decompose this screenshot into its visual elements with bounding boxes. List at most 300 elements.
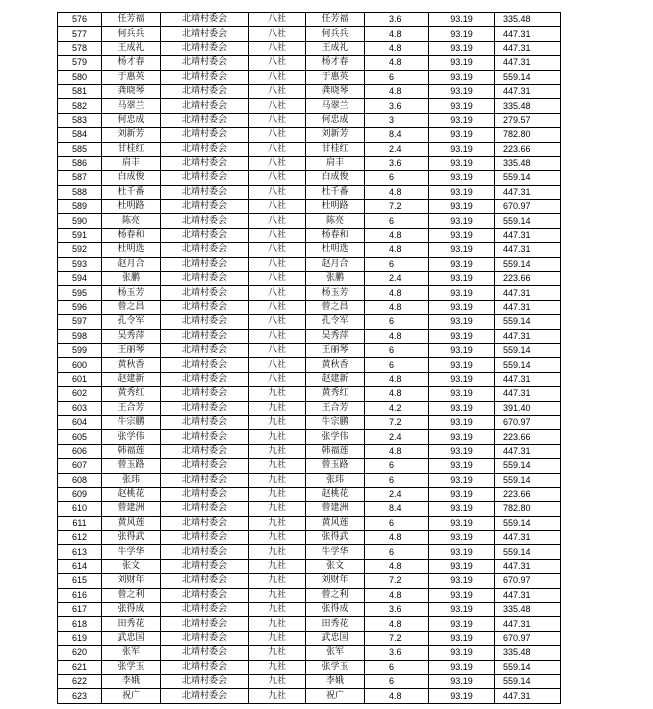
household-head-cell: 赵月合: [306, 257, 365, 271]
area-cell: 4.8: [365, 27, 429, 41]
area-cell: 6: [365, 516, 429, 530]
household-head-cell: 黄秀红: [306, 387, 365, 401]
name-cell: 任芳福: [102, 13, 161, 27]
area-cell: 3.6: [365, 13, 429, 27]
amount-cell: 559.14: [495, 674, 561, 688]
household-head-cell: 祝广: [306, 689, 365, 703]
name-cell: 牛宗鹏: [102, 415, 161, 429]
table-row: [58, 300, 561, 314]
group-cell: 九社: [249, 401, 306, 415]
row-number: 617: [58, 603, 102, 617]
household-head-cell: 任芳福: [306, 13, 365, 27]
table-row: [58, 200, 561, 214]
name-cell: 张得武: [102, 531, 161, 545]
rate-cell: 93.19: [429, 660, 495, 674]
amount-cell: 447.31: [495, 588, 561, 602]
rate-cell: 93.19: [429, 70, 495, 84]
rate-cell: 93.19: [429, 430, 495, 444]
group-cell: 八社: [249, 257, 306, 271]
amount-cell: 335.48: [495, 13, 561, 27]
amount-cell: 670.97: [495, 631, 561, 645]
table-row: [58, 142, 561, 156]
village-committee-cell: 北靖村委会: [161, 646, 249, 660]
table-row: [58, 401, 561, 415]
village-committee-cell: 北靖村委会: [161, 228, 249, 242]
area-cell: 4.8: [365, 84, 429, 98]
table-row: [58, 516, 561, 530]
household-head-cell: 曾之利: [306, 588, 365, 602]
row-number: 582: [58, 99, 102, 113]
name-cell: 杨玉芳: [102, 286, 161, 300]
area-cell: 7.2: [365, 631, 429, 645]
village-committee-cell: 北靖村委会: [161, 531, 249, 545]
name-cell: 王成礼: [102, 41, 161, 55]
name-cell: 张玮: [102, 473, 161, 487]
amount-cell: 223.66: [495, 430, 561, 444]
group-cell: 九社: [249, 588, 306, 602]
village-committee-cell: 北靖村委会: [161, 459, 249, 473]
name-cell: 马翠兰: [102, 99, 161, 113]
name-cell: 祝广: [102, 689, 161, 703]
group-cell: 九社: [249, 487, 306, 501]
area-cell: 6: [365, 343, 429, 357]
group-cell: 八社: [249, 243, 306, 257]
table-row: [58, 631, 561, 645]
name-cell: 杨春和: [102, 228, 161, 242]
village-committee-cell: 北靖村委会: [161, 343, 249, 357]
rate-cell: 93.19: [429, 674, 495, 688]
table-row: [58, 459, 561, 473]
table-row: [58, 13, 561, 27]
amount-cell: 335.48: [495, 156, 561, 170]
household-head-cell: 黄风莲: [306, 516, 365, 530]
group-cell: 九社: [249, 415, 306, 429]
name-cell: 赵建新: [102, 372, 161, 386]
group-cell: 八社: [249, 200, 306, 214]
area-cell: 2.4: [365, 142, 429, 156]
area-cell: 6: [365, 358, 429, 372]
row-number: 597: [58, 315, 102, 329]
name-cell: 赵桃花: [102, 487, 161, 501]
row-number: 611: [58, 516, 102, 530]
row-number: 592: [58, 243, 102, 257]
group-cell: 八社: [249, 329, 306, 343]
area-cell: 6: [365, 70, 429, 84]
amount-cell: 559.14: [495, 516, 561, 530]
area-cell: 3.6: [365, 646, 429, 660]
amount-cell: 223.66: [495, 142, 561, 156]
name-cell: 于惠英: [102, 70, 161, 84]
group-cell: 八社: [249, 214, 306, 228]
village-committee-cell: 北靖村委会: [161, 27, 249, 41]
row-number: 596: [58, 300, 102, 314]
area-cell: 3.6: [365, 99, 429, 113]
name-cell: 张军: [102, 646, 161, 660]
amount-cell: 335.48: [495, 99, 561, 113]
village-committee-cell: 北靖村委会: [161, 372, 249, 386]
group-cell: 八社: [249, 185, 306, 199]
rate-cell: 93.19: [429, 516, 495, 530]
amount-cell: 670.97: [495, 574, 561, 588]
rate-cell: 93.19: [429, 646, 495, 660]
row-number: 616: [58, 588, 102, 602]
name-cell: 张鹏: [102, 272, 161, 286]
row-number: 608: [58, 473, 102, 487]
area-cell: 4.8: [365, 387, 429, 401]
row-number: 594: [58, 272, 102, 286]
name-cell: 田秀花: [102, 617, 161, 631]
village-committee-cell: 北靖村委会: [161, 171, 249, 185]
area-cell: 4.8: [365, 689, 429, 703]
area-cell: 4.8: [365, 372, 429, 386]
rate-cell: 93.19: [429, 228, 495, 242]
village-committee-cell: 北靖村委会: [161, 315, 249, 329]
row-number: 578: [58, 41, 102, 55]
name-cell: 曾建洲: [102, 502, 161, 516]
row-number: 583: [58, 113, 102, 127]
row-number: 585: [58, 142, 102, 156]
table-row: [58, 272, 561, 286]
table-row: [58, 372, 561, 386]
row-number: 602: [58, 387, 102, 401]
row-number: 610: [58, 502, 102, 516]
household-head-cell: 杨春和: [306, 228, 365, 242]
group-cell: 八社: [249, 228, 306, 242]
area-cell: 4.8: [365, 243, 429, 257]
village-committee-cell: 北靖村委会: [161, 70, 249, 84]
village-committee-cell: 北靖村委会: [161, 502, 249, 516]
rate-cell: 93.19: [429, 588, 495, 602]
amount-cell: 447.31: [495, 531, 561, 545]
row-number: 603: [58, 401, 102, 415]
rate-cell: 93.19: [429, 300, 495, 314]
rate-cell: 93.19: [429, 113, 495, 127]
village-committee-cell: 北靖村委会: [161, 387, 249, 401]
area-cell: 6: [365, 214, 429, 228]
rate-cell: 93.19: [429, 214, 495, 228]
row-number: 604: [58, 415, 102, 429]
area-cell: 4.8: [365, 329, 429, 343]
row-number: 591: [58, 228, 102, 242]
household-head-cell: 牛学华: [306, 545, 365, 559]
name-cell: 李娥: [102, 674, 161, 688]
name-cell: 黄风莲: [102, 516, 161, 530]
rate-cell: 93.19: [429, 487, 495, 501]
village-committee-cell: 北靖村委会: [161, 574, 249, 588]
area-cell: 4.2: [365, 401, 429, 415]
rate-cell: 93.19: [429, 315, 495, 329]
amount-cell: 670.97: [495, 415, 561, 429]
rate-cell: 93.19: [429, 473, 495, 487]
name-cell: 甘桂红: [102, 142, 161, 156]
table-row: [58, 99, 561, 113]
name-cell: 何兵兵: [102, 27, 161, 41]
row-number: 606: [58, 444, 102, 458]
table-row: [58, 502, 561, 516]
amount-cell: 447.31: [495, 56, 561, 70]
table-row: [58, 171, 561, 185]
amount-cell: 447.31: [495, 444, 561, 458]
row-number: 588: [58, 185, 102, 199]
amount-cell: 559.14: [495, 315, 561, 329]
group-cell: 八社: [249, 300, 306, 314]
household-head-cell: 刘财年: [306, 574, 365, 588]
amount-cell: 670.97: [495, 200, 561, 214]
household-head-cell: 刘新芳: [306, 128, 365, 142]
row-number: 593: [58, 257, 102, 271]
amount-cell: 391.40: [495, 401, 561, 415]
household-head-cell: 曾之昌: [306, 300, 365, 314]
area-cell: 6: [365, 171, 429, 185]
amount-cell: 559.14: [495, 70, 561, 84]
rate-cell: 93.19: [429, 358, 495, 372]
rate-cell: 93.19: [429, 545, 495, 559]
row-number: 614: [58, 559, 102, 573]
amount-cell: 447.31: [495, 617, 561, 631]
household-head-cell: 韩福莲: [306, 444, 365, 458]
household-head-cell: 张学玉: [306, 660, 365, 674]
data-table: [57, 12, 561, 704]
amount-cell: 559.14: [495, 358, 561, 372]
table-row: [58, 473, 561, 487]
household-head-cell: 张文: [306, 559, 365, 573]
row-number: 621: [58, 660, 102, 674]
area-cell: 4.8: [365, 444, 429, 458]
name-cell: 王丽琴: [102, 343, 161, 357]
row-number: 622: [58, 674, 102, 688]
group-cell: 九社: [249, 689, 306, 703]
row-number: 620: [58, 646, 102, 660]
group-cell: 八社: [249, 358, 306, 372]
table-row: [58, 387, 561, 401]
group-cell: 八社: [249, 171, 306, 185]
group-cell: 八社: [249, 13, 306, 27]
table-row: [58, 156, 561, 170]
household-head-cell: 曾玉路: [306, 459, 365, 473]
table-row: [58, 545, 561, 559]
table-row: [58, 243, 561, 257]
rate-cell: 93.19: [429, 559, 495, 573]
amount-cell: 447.31: [495, 27, 561, 41]
village-committee-cell: 北靖村委会: [161, 545, 249, 559]
village-committee-cell: 北靖村委会: [161, 401, 249, 415]
household-head-cell: 张得成: [306, 603, 365, 617]
table-row: [58, 286, 561, 300]
table-row: [58, 430, 561, 444]
rate-cell: 93.19: [429, 603, 495, 617]
household-head-cell: 王丽琴: [306, 343, 365, 357]
village-committee-cell: 北靖村委会: [161, 473, 249, 487]
amount-cell: 559.14: [495, 343, 561, 357]
village-committee-cell: 北靖村委会: [161, 487, 249, 501]
rate-cell: 93.19: [429, 286, 495, 300]
table-row: [58, 113, 561, 127]
household-head-cell: 甘桂红: [306, 142, 365, 156]
name-cell: 龚晓琴: [102, 84, 161, 98]
table-row: [58, 358, 561, 372]
area-cell: 3.6: [365, 156, 429, 170]
row-number: 598: [58, 329, 102, 343]
group-cell: 八社: [249, 286, 306, 300]
amount-cell: 447.31: [495, 559, 561, 573]
rate-cell: 93.19: [429, 387, 495, 401]
village-committee-cell: 北靖村委会: [161, 430, 249, 444]
rate-cell: 93.19: [429, 502, 495, 516]
amount-cell: 447.31: [495, 286, 561, 300]
village-committee-cell: 北靖村委会: [161, 200, 249, 214]
row-number: 586: [58, 156, 102, 170]
table-row: [58, 588, 561, 602]
table-row: [58, 603, 561, 617]
row-number: 581: [58, 84, 102, 98]
name-cell: 张得成: [102, 603, 161, 617]
row-number: 584: [58, 128, 102, 142]
rate-cell: 93.19: [429, 56, 495, 70]
amount-cell: 335.48: [495, 646, 561, 660]
row-number: 612: [58, 531, 102, 545]
group-cell: 九社: [249, 631, 306, 645]
household-head-cell: 赵桃花: [306, 487, 365, 501]
amount-cell: 279.57: [495, 113, 561, 127]
household-head-cell: 张鹏: [306, 272, 365, 286]
household-head-cell: 杨玉芳: [306, 286, 365, 300]
area-cell: 6: [365, 257, 429, 271]
household-head-cell: 曾建洲: [306, 502, 365, 516]
group-cell: 八社: [249, 343, 306, 357]
group-cell: 九社: [249, 473, 306, 487]
village-committee-cell: 北靖村委会: [161, 559, 249, 573]
village-committee-cell: 北靖村委会: [161, 286, 249, 300]
area-cell: 7.2: [365, 200, 429, 214]
name-cell: 张文: [102, 559, 161, 573]
area-cell: 6: [365, 674, 429, 688]
amount-cell: 559.14: [495, 660, 561, 674]
area-cell: 4.8: [365, 588, 429, 602]
row-number: 615: [58, 574, 102, 588]
village-committee-cell: 北靖村委会: [161, 603, 249, 617]
group-cell: 九社: [249, 430, 306, 444]
row-number: 599: [58, 343, 102, 357]
village-committee-cell: 北靖村委会: [161, 214, 249, 228]
row-number: 577: [58, 27, 102, 41]
table-row: [58, 128, 561, 142]
village-committee-cell: 北靖村委会: [161, 243, 249, 257]
amount-cell: 559.14: [495, 214, 561, 228]
amount-cell: 447.31: [495, 41, 561, 55]
table-row: [58, 70, 561, 84]
table-row: [58, 315, 561, 329]
row-number: 580: [58, 70, 102, 84]
village-committee-cell: 北靖村委会: [161, 13, 249, 27]
rate-cell: 93.19: [429, 41, 495, 55]
rate-cell: 93.19: [429, 444, 495, 458]
area-cell: 4.8: [365, 185, 429, 199]
rate-cell: 93.19: [429, 531, 495, 545]
name-cell: 杨才春: [102, 56, 161, 70]
row-number: 600: [58, 358, 102, 372]
rate-cell: 93.19: [429, 631, 495, 645]
table-row: [58, 674, 561, 688]
name-cell: 白成俊: [102, 171, 161, 185]
name-cell: 肩丰: [102, 156, 161, 170]
row-number: 590: [58, 214, 102, 228]
name-cell: 曾玉路: [102, 459, 161, 473]
area-cell: 6: [365, 315, 429, 329]
group-cell: 九社: [249, 531, 306, 545]
name-cell: 何忠成: [102, 113, 161, 127]
village-committee-cell: 北靖村委会: [161, 358, 249, 372]
name-cell: 陈亮: [102, 214, 161, 228]
table-row: [58, 646, 561, 660]
area-cell: 3.6: [365, 603, 429, 617]
name-cell: 刘新芳: [102, 128, 161, 142]
table-row: [58, 444, 561, 458]
household-head-cell: 肩丰: [306, 156, 365, 170]
name-cell: 张学玉: [102, 660, 161, 674]
rate-cell: 93.19: [429, 171, 495, 185]
rate-cell: 93.19: [429, 99, 495, 113]
row-number: 619: [58, 631, 102, 645]
rate-cell: 93.19: [429, 185, 495, 199]
rate-cell: 93.19: [429, 128, 495, 142]
group-cell: 八社: [249, 142, 306, 156]
household-head-cell: 杜千番: [306, 185, 365, 199]
amount-cell: 223.66: [495, 487, 561, 501]
rate-cell: 93.19: [429, 617, 495, 631]
row-number: 579: [58, 56, 102, 70]
row-number: 623: [58, 689, 102, 703]
row-number: 589: [58, 200, 102, 214]
group-cell: 八社: [249, 315, 306, 329]
name-cell: 吴秀萍: [102, 329, 161, 343]
area-cell: 8.4: [365, 128, 429, 142]
household-head-cell: 王合芳: [306, 401, 365, 415]
area-cell: 6: [365, 660, 429, 674]
area-cell: 6: [365, 459, 429, 473]
amount-cell: 223.66: [495, 272, 561, 286]
table-body: [58, 13, 561, 704]
rate-cell: 93.19: [429, 257, 495, 271]
table-row: [58, 660, 561, 674]
rate-cell: 93.19: [429, 459, 495, 473]
amount-cell: 447.31: [495, 387, 561, 401]
village-committee-cell: 北靖村委会: [161, 516, 249, 530]
amount-cell: 447.31: [495, 300, 561, 314]
household-head-cell: 杜明选: [306, 243, 365, 257]
household-head-cell: 何兵兵: [306, 27, 365, 41]
village-committee-cell: 北靖村委会: [161, 300, 249, 314]
rate-cell: 93.19: [429, 689, 495, 703]
table-row: [58, 185, 561, 199]
village-committee-cell: 北靖村委会: [161, 113, 249, 127]
area-cell: 4.8: [365, 559, 429, 573]
rate-cell: 93.19: [429, 27, 495, 41]
village-committee-cell: 北靖村委会: [161, 329, 249, 343]
group-cell: 九社: [249, 660, 306, 674]
group-cell: 八社: [249, 41, 306, 55]
amount-cell: 447.31: [495, 372, 561, 386]
amount-cell: 559.14: [495, 459, 561, 473]
household-head-cell: 黄秋香: [306, 358, 365, 372]
area-cell: 2.4: [365, 272, 429, 286]
village-committee-cell: 北靖村委会: [161, 185, 249, 199]
table-row: [58, 617, 561, 631]
table-row: [58, 343, 561, 357]
village-committee-cell: 北靖村委会: [161, 660, 249, 674]
row-number: 618: [58, 617, 102, 631]
household-head-cell: 孔令军: [306, 315, 365, 329]
area-cell: 7.2: [365, 415, 429, 429]
